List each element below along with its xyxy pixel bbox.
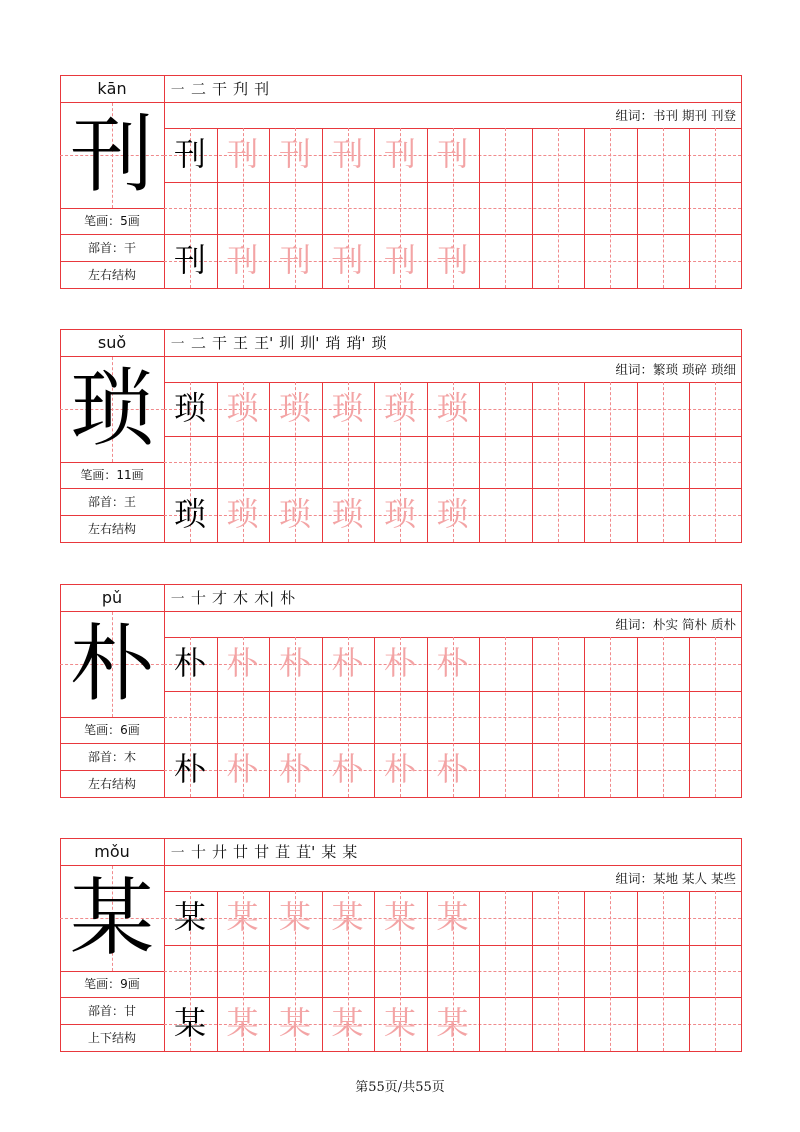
grid-line <box>637 637 638 797</box>
grid-line <box>532 128 533 288</box>
stroke-step: 苴 <box>275 843 291 861</box>
trace-character: 琐 <box>383 389 416 427</box>
stroke-step: 朴 <box>280 589 296 607</box>
stroke-step: 王 <box>233 334 249 352</box>
guide-line <box>715 382 716 542</box>
stroke-step: ㇐ <box>170 80 186 98</box>
guide-line <box>505 637 506 797</box>
stroke-step: 琑 <box>325 334 341 352</box>
guide-line <box>663 637 664 797</box>
main-character: 朴 <box>69 615 154 713</box>
radical: 部首：木 <box>87 750 136 764</box>
trace-character: 琐 <box>383 495 416 533</box>
main-character: 某 <box>69 869 154 967</box>
main-character: 琐 <box>69 360 154 458</box>
trace-character: 朴 <box>436 644 469 682</box>
stroke-step: 某 <box>321 843 337 861</box>
page-footer: 第55页/共55页 <box>355 1080 445 1095</box>
radical: 部首：甘 <box>87 1004 136 1018</box>
character-block-2 <box>60 329 742 543</box>
guide-line <box>663 128 664 288</box>
structure: 左右结构 <box>87 777 136 791</box>
stroke-step: 木 <box>233 589 249 607</box>
trace-character: 刊 <box>436 135 469 173</box>
trace-character: 朴 <box>278 644 311 682</box>
stroke-step: 廾 <box>212 843 228 861</box>
grid-line <box>584 891 585 1051</box>
grid-line <box>532 891 533 1051</box>
trace-character: 朴 <box>436 750 469 788</box>
grid-line <box>479 382 480 542</box>
guide-line <box>558 382 559 542</box>
trace-character: 某 <box>331 898 364 936</box>
stroke-step: 干 <box>212 334 228 352</box>
grid-line <box>584 382 585 542</box>
guide-line <box>505 128 506 288</box>
pinyin: mǒu <box>94 842 130 861</box>
character-block-1 <box>60 75 742 289</box>
stroke-step: 十 <box>191 843 207 861</box>
pinyin: suǒ <box>97 333 127 352</box>
pinyin: kān <box>97 79 127 98</box>
guide-line <box>610 382 611 542</box>
guide-line <box>610 128 611 288</box>
word-examples: 组词：繁琐 琐碎 琐细 <box>615 362 736 377</box>
grid-line <box>532 637 533 797</box>
grid-line <box>689 128 690 288</box>
grid-line <box>637 128 638 288</box>
stroke-count: 笔画：11画 <box>80 468 144 482</box>
stroke-order <box>170 840 363 864</box>
word-examples: 组词：某地 某人 某些 <box>615 871 736 886</box>
trace-character: 琐 <box>226 389 259 427</box>
trace-character: 刊 <box>331 135 364 173</box>
structure: 左右结构 <box>87 522 136 536</box>
trace-character: 朴 <box>226 750 259 788</box>
trace-character: 朴 <box>278 750 311 788</box>
grid-line <box>637 382 638 542</box>
grid-line <box>479 637 480 797</box>
stroke-step: 琑' <box>346 334 366 352</box>
pinyin: pǔ <box>101 588 123 607</box>
trace-character: 某 <box>383 898 416 936</box>
stroke-count: 笔画：5画 <box>84 214 140 228</box>
trace-character: 刊 <box>278 135 311 173</box>
guide-line <box>558 891 559 1051</box>
guide-line <box>558 128 559 288</box>
guide-line <box>663 382 664 542</box>
grid-line <box>637 891 638 1051</box>
trace-character: 琐 <box>278 389 311 427</box>
model-character: 琐 <box>173 495 206 533</box>
trace-character: 琐 <box>226 495 259 533</box>
word-examples: 组词：朴实 简朴 质朴 <box>615 617 736 632</box>
grid-line <box>479 128 480 288</box>
character-block-4 <box>60 838 742 1052</box>
structure: 左右结构 <box>87 268 136 282</box>
stroke-step: ㇐ <box>170 334 186 352</box>
stroke-step: 干 <box>212 80 228 98</box>
word-examples: 组词：书刊 期刊 刊登 <box>615 108 736 123</box>
trace-character: 朴 <box>383 644 416 682</box>
grid-line <box>479 891 480 1051</box>
stroke-step: 二 <box>191 80 207 98</box>
trace-character: 某 <box>383 1004 416 1042</box>
stroke-step: 玔' <box>300 334 320 352</box>
radical: 部首：王 <box>87 495 136 509</box>
trace-character: 朴 <box>331 644 364 682</box>
stroke-step: 刊 <box>254 80 270 98</box>
trace-character: 琐 <box>436 389 469 427</box>
stroke-step: 某 <box>342 843 358 861</box>
stroke-step: 刋 <box>233 80 249 98</box>
stroke-count: 笔画：9画 <box>84 977 140 991</box>
trace-character: 琐 <box>331 389 364 427</box>
model-character: 刊 <box>173 135 206 173</box>
guide-line <box>663 891 664 1051</box>
trace-character: 某 <box>226 1004 259 1042</box>
grid-line <box>584 637 585 797</box>
guide-line <box>610 891 611 1051</box>
stroke-step: 王' <box>254 334 274 352</box>
trace-character: 琐 <box>436 495 469 533</box>
model-character: 某 <box>173 1004 206 1042</box>
grid-line <box>689 637 690 797</box>
stroke-step: ㇐ <box>170 843 186 861</box>
trace-character: 某 <box>226 898 259 936</box>
guide-line <box>505 891 506 1051</box>
model-character: 刊 <box>173 241 206 279</box>
guide-line <box>715 891 716 1051</box>
trace-character: 刊 <box>383 135 416 173</box>
trace-character: 琐 <box>331 495 364 533</box>
trace-character: 朴 <box>331 750 364 788</box>
stroke-count: 笔画：6画 <box>84 723 140 737</box>
trace-character: 朴 <box>383 750 416 788</box>
structure: 上下结构 <box>87 1031 136 1045</box>
grid-line <box>584 128 585 288</box>
stroke-step: 苴' <box>296 843 316 861</box>
guide-line <box>505 382 506 542</box>
grid-line <box>532 382 533 542</box>
grid-line <box>689 382 690 542</box>
stroke-step: 木| <box>254 589 275 607</box>
stroke-step: ㇐ <box>170 589 186 607</box>
model-character: 朴 <box>173 644 206 682</box>
main-character: 刊 <box>69 106 154 204</box>
radical: 部首：干 <box>87 241 136 255</box>
stroke-step: 十 <box>191 589 207 607</box>
guide-line <box>715 128 716 288</box>
character-block-3 <box>60 584 742 798</box>
stroke-order <box>170 586 301 610</box>
trace-character: 刊 <box>383 241 416 279</box>
trace-character: 刊 <box>278 241 311 279</box>
model-character: 琐 <box>173 389 206 427</box>
trace-character: 刊 <box>436 241 469 279</box>
trace-character: 刊 <box>226 135 259 173</box>
guide-line <box>558 637 559 797</box>
model-character: 某 <box>173 898 206 936</box>
model-character: 朴 <box>173 750 206 788</box>
guide-line <box>715 637 716 797</box>
stroke-step: 廿 <box>233 843 249 861</box>
trace-character: 刊 <box>331 241 364 279</box>
stroke-step: 琐 <box>371 334 387 352</box>
stroke-order <box>170 331 392 355</box>
trace-character: 某 <box>436 898 469 936</box>
trace-character: 某 <box>278 898 311 936</box>
grid-line <box>689 891 690 1051</box>
trace-character: 琐 <box>278 495 311 533</box>
trace-character: 某 <box>278 1004 311 1042</box>
stroke-step: 才 <box>212 589 228 607</box>
stroke-step: 二 <box>191 334 207 352</box>
stroke-order <box>170 77 275 101</box>
stroke-step: 甘 <box>254 843 270 861</box>
trace-character: 刊 <box>226 241 259 279</box>
trace-character: 朴 <box>226 644 259 682</box>
trace-character: 某 <box>331 1004 364 1042</box>
stroke-step: 玔 <box>279 334 295 352</box>
guide-line <box>610 637 611 797</box>
trace-character: 某 <box>436 1004 469 1042</box>
